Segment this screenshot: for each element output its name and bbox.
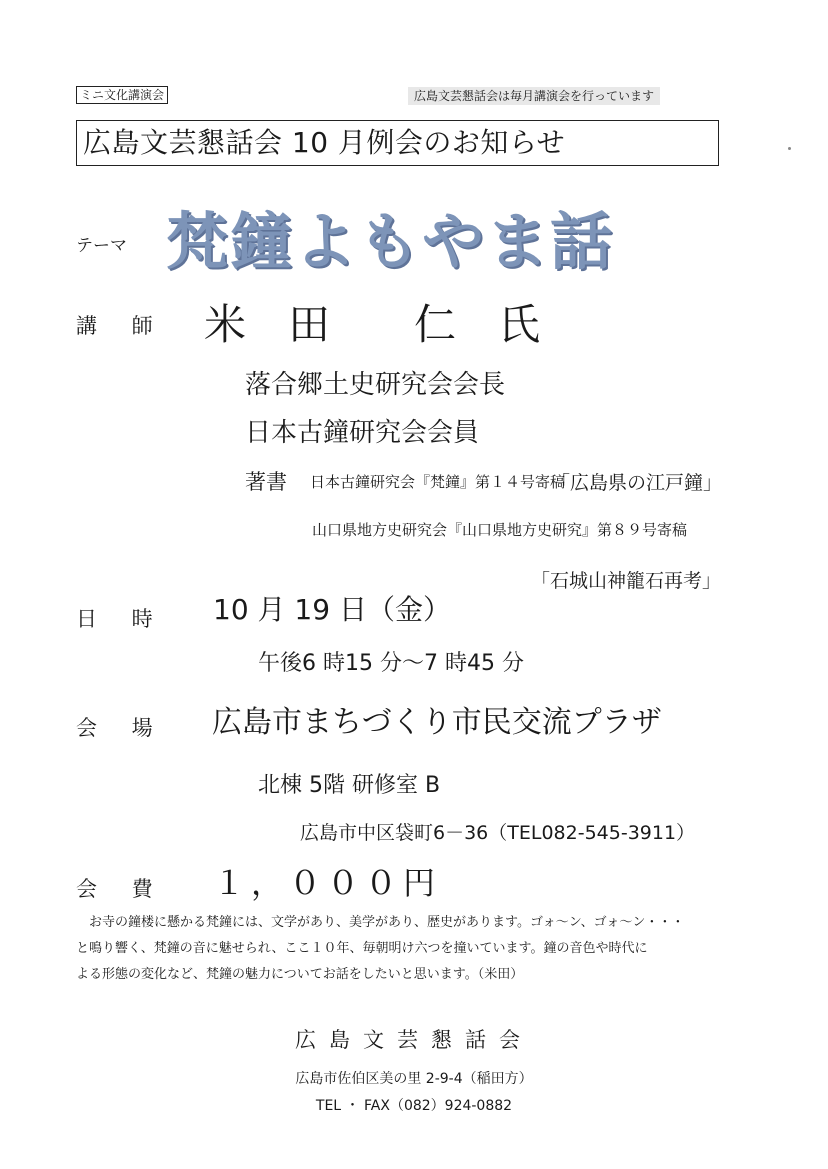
organizer-phone: TEL ・ FAX（082）924-0882 xyxy=(315,1098,513,1114)
description-line: お寺の鐘楼に懸かる梵鐘には、文学があり、美学があり、歴史があります。ゴォ～ン、ゴォ～ン・・・ xyxy=(89,915,685,930)
book-source: 山口県地方史研究会『山口県地方史研究』第８９号寄稿 xyxy=(312,521,688,539)
description-line: と鳴り響く、梵鐘の音に魅せられ、ここ１０年、毎朝明け六つを撞いています。鐘の音色や時代に xyxy=(76,941,648,956)
date-label: 日 時 xyxy=(76,607,167,631)
theme-title: 梵鐘よもやま話 xyxy=(166,205,615,278)
scan-speck xyxy=(788,147,791,150)
event-type-tag: ミニ文化講演会 xyxy=(76,86,168,104)
venue-address: 広島市中区袋町6－36（TEL082-545-3911） xyxy=(300,822,696,844)
book-title: 「広島県の江戸鐘」 xyxy=(551,472,723,494)
monthly-note: 広島文芸懇話会は毎月講演会を行っています xyxy=(408,87,660,105)
fee-value: １，０００円 xyxy=(213,864,442,902)
lecturer-label: 講 師 xyxy=(76,314,167,338)
headline: 広島文芸懇話会 10 月例会のお知らせ xyxy=(76,120,719,166)
event-date: 10 月 19 日（金） xyxy=(213,593,451,626)
book-source: 日本古鐘研究会『梵鐘』第１４号寄稿 xyxy=(310,473,566,491)
book-title: 「石城山神籠石再考」 xyxy=(531,570,722,592)
organizer-name: 広島文芸懇話会 xyxy=(295,1028,533,1052)
event-time: 午後6 時15 分～7 時45 分 xyxy=(258,651,524,676)
organizer-address: 広島市佐伯区美の里 2-9-4（稲田方） xyxy=(295,1071,533,1087)
venue-name: 広島市まちづくり市民交流プラザ xyxy=(212,705,662,740)
books-label: 著書 xyxy=(245,470,287,494)
theme-label: テーマ xyxy=(76,236,127,256)
fee-label: 会 費 xyxy=(76,877,167,901)
venue-room: 北棟 5階 研修室 B xyxy=(258,773,441,798)
description xyxy=(76,910,752,988)
lecturer-role: 落合郷土史研究会会長 xyxy=(245,370,506,400)
lecturer-role: 日本古鐘研究会会員 xyxy=(245,418,480,448)
venue-label: 会 場 xyxy=(76,716,167,740)
lecturer-name: 米 田 仁 氏 xyxy=(204,300,541,349)
description-line: よる形態の変化など、梵鐘の魅力についてお話をしたいと思います。（米田） xyxy=(76,967,524,982)
